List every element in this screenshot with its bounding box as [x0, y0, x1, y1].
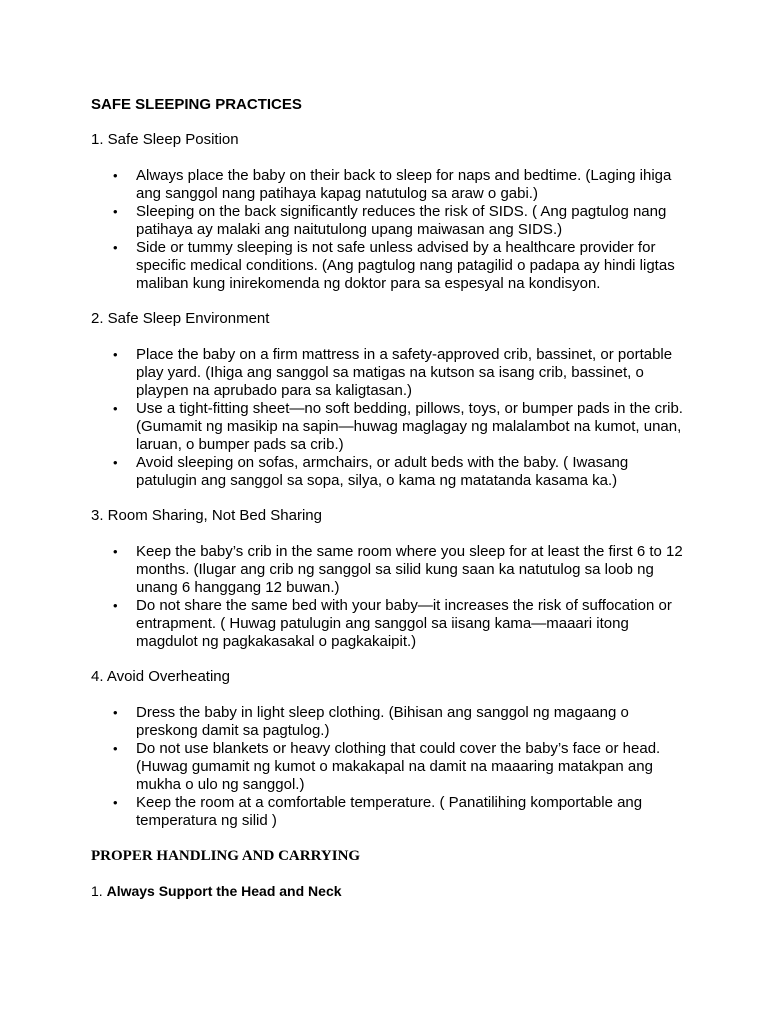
list-item [91, 543, 691, 597]
handling-heading-text: Always Support the Head and Neck [106, 883, 342, 899]
bullet-icon: • [113, 240, 118, 255]
bullet-text: Side or tummy sleeping is not safe unless advised by a healthcare provider for specific medical conditions. (Ang pagtulog nang patagilid o padapa ay hindi ligtas maliban kung inirekomenda ng doktor para sa espesyal na kondisyon. [136, 239, 675, 292]
list-item [91, 239, 691, 293]
bullet-text: Keep the baby’s crib in the same room where you sleep for at least the first 6 to 12 months. (Ilugar ang crib ng sanggol sa silid kung saan ka natutulog sa loob ng unang 6 hanggang 12 buwan.) [136, 543, 683, 596]
bullet-text: Avoid sleeping on sofas, armchairs, or adult beds with the baby. ( Iwasang patulugin ang sanggol sa sopa, silya, o kama ng matatanda kasama ka.) [136, 454, 629, 489]
list-item [91, 346, 691, 400]
proper-handling-title: PROPER HANDLING AND CARRYING [91, 848, 361, 864]
document-page [91, 91, 691, 901]
bullet-icon: • [113, 401, 118, 416]
list-item [91, 740, 691, 794]
bullet-icon: • [113, 544, 118, 559]
bullet-icon: • [113, 204, 118, 219]
bullet-icon: • [113, 347, 118, 362]
list-item [91, 454, 691, 490]
bullet-list-avoid-overheating [91, 704, 691, 830]
bullet-text: Do not use blankets or heavy clothing that could cover the baby’s face or head. (Huwag gumamit ng kumot o makakapal na damit na maaaring matakpan ang mukha o ulo ng sanggol.) [136, 740, 661, 793]
handling-heading-number: 1. [91, 883, 103, 899]
section-heading-safe-sleep-position: 1. Safe Sleep Position [91, 131, 239, 148]
bullet-text: Keep the room at a comfortable temperature. ( Panatilihing komportable ang temperatura ng silid ) [136, 794, 643, 829]
bullet-icon: • [113, 705, 118, 720]
bullet-icon: • [113, 741, 118, 756]
list-item [91, 203, 691, 239]
document-title: SAFE SLEEPING PRACTICES [91, 96, 302, 113]
bullet-text: Do not share the same bed with your baby—it increases the risk of suffocation or entrapment. ( Huwag patulugin ang sanggol sa iisang kama—maaari itong magdulot ng pagkakasakal o pagkakaipit.) [136, 597, 672, 650]
bullet-text: Use a tight-fitting sheet—no soft bedding, pillows, toys, or bumper pads in the crib. (Gumamit ng masikip na sapin—huwag maglagay ng malalambot na kumot, unan, laruan, o bumper pads sa crib.) [136, 400, 683, 453]
bullet-list-safe-sleep-environment [91, 346, 691, 490]
bullet-text: Dress the baby in light sleep clothing. (Bihisan ang sanggol ng magaang o preskong damit sa pagtulog.) [136, 704, 629, 739]
bullet-icon: • [113, 168, 118, 183]
list-item [91, 400, 691, 454]
bullet-list-safe-sleep-position [91, 167, 691, 293]
bullet-text: Always place the baby on their back to sleep for naps and bedtime. (Laging ihiga ang sanggol nang patihaya kapag natutulog sa araw o gabi.) [136, 167, 672, 202]
section-heading-safe-sleep-environment: 2. Safe Sleep Environment [91, 310, 270, 327]
section-heading-avoid-overheating: 4. Avoid Overheating [91, 668, 230, 685]
bullet-icon: • [113, 455, 118, 470]
list-item [91, 597, 691, 651]
bullet-icon: • [113, 598, 118, 613]
bullet-icon: • [113, 795, 118, 810]
bullet-list-room-sharing [91, 543, 691, 651]
bullet-text: Place the baby on a firm mattress in a safety-approved crib, bassinet, or portable play yard. (Ihiga ang sanggol sa matigas na kutson sa isang crib, bassinet, o playpen na aprubado para sa kaligtasan.) [136, 346, 673, 399]
list-item [91, 167, 691, 203]
list-item [91, 794, 691, 830]
list-item [91, 704, 691, 740]
section-heading-room-sharing: 3. Room Sharing, Not Bed Sharing [91, 507, 322, 524]
handling-heading [91, 881, 691, 901]
bullet-text: Sleeping on the back significantly reduces the risk of SIDS. ( Ang pagtulog nang patihaya ay malaki ang naitutulong upang maiwasan ang SIDS.) [136, 203, 667, 238]
